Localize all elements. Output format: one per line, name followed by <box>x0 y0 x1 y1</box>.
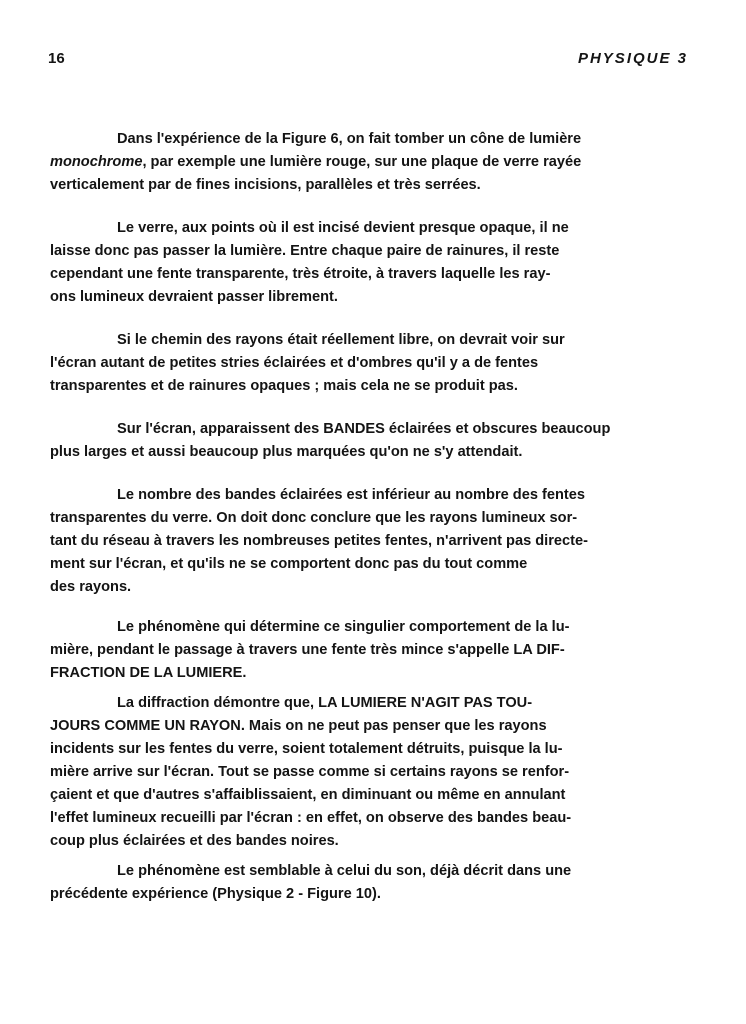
text-line: mière, pendant le passage à travers une fente très mince s'appelle LA DIF- <box>50 642 565 658</box>
text-line <box>50 151 714 174</box>
text-line: Dans l'expérience de la Figure 6, on fait tomber un cône de lumière <box>117 131 582 147</box>
paragraph-8 <box>50 860 714 906</box>
paragraph-7 <box>50 692 714 853</box>
paragraph-5 <box>50 484 714 599</box>
body-text <box>50 128 714 906</box>
text-line: Le nombre des bandes éclairées est inférieur au nombre des fentes <box>117 487 585 503</box>
text-line: FRACTION DE LA LUMIERE. <box>50 665 247 681</box>
text-line: La diffraction démontre que, LA LUMIERE N'AGIT PAS TOU- <box>117 695 533 711</box>
text-line: JOURS COMME UN RAYON. Mais on ne peut pas penser que les rayons <box>50 718 547 734</box>
text-line: coup plus éclairées et des bandes noires. <box>50 833 339 849</box>
text-line: ons lumineux devraient passer librement. <box>50 289 338 305</box>
text-line: transparentes du verre. On doit donc conclure que les rayons lumineux sor- <box>50 510 578 526</box>
text-line: l'écran autant de petites stries éclairées et d'ombres qu'il y a de fentes <box>50 355 539 371</box>
text-line: incidents sur les fentes du verre, soient totalement détruits, puisque la lu- <box>50 741 563 757</box>
text-line: laisse donc pas passer la lumière. Entre chaque paire de rainures, il reste <box>50 243 560 259</box>
text-line: çaient et que d'autres s'affaiblissaient, en diminuant ou même en annulant <box>50 787 566 803</box>
text-line: plus larges et aussi beaucoup plus marquées qu'on ne s'y attendait. <box>50 444 523 460</box>
text-line: Le verre, aux points où il est incisé devient presque opaque, il ne <box>117 220 569 236</box>
text-line: Le phénomène est semblable à celui du son, déjà décrit dans une <box>117 863 572 879</box>
text-line: mière arrive sur l'écran. Tout se passe comme si certains rayons se renfor- <box>50 764 570 780</box>
text-line: cependant une fente transparente, très étroite, à travers laquelle les ray- <box>50 266 551 282</box>
text-fragment: , par exemple une lumière rouge, sur une plaque de verre rayée <box>142 154 582 170</box>
emphasis-monochrome: monochrome <box>50 154 143 170</box>
text-line: des rayons. <box>50 579 132 595</box>
text-line: verticalement par de fines incisions, parallèles et très serrées. <box>50 177 481 193</box>
running-title: PHYSIQUE 3 <box>577 50 688 67</box>
paragraph-6 <box>50 616 714 685</box>
text-line: transparentes et de rainures opaques ; mais cela ne se produit pas. <box>50 378 518 394</box>
text-line: Sur l'écran, apparaissent des BANDES éclairées et obscures beaucoup <box>117 421 611 437</box>
text-line: ment sur l'écran, et qu'ils ne se comportent donc pas du tout comme <box>50 556 528 572</box>
paragraph-4 <box>50 418 714 464</box>
text-line: Le phénomène qui détermine ce singulier comportement de la lu- <box>117 619 570 635</box>
page-header <box>48 50 688 67</box>
paragraph-2 <box>50 217 714 309</box>
paragraph-1 <box>50 128 714 197</box>
text-line: l'effet lumineux recueilli par l'écran : en effet, on observe des bandes beau- <box>50 810 572 826</box>
text-line: tant du réseau à travers les nombreuses petites fentes, n'arrivent pas directe- <box>50 533 588 549</box>
paragraph-3 <box>50 329 714 398</box>
text-line: Si le chemin des rayons était réellement libre, on devrait voir sur <box>117 332 565 348</box>
text-line: précédente expérience (Physique 2 - Figure 10). <box>50 886 381 902</box>
page-number: 16 <box>48 50 65 67</box>
